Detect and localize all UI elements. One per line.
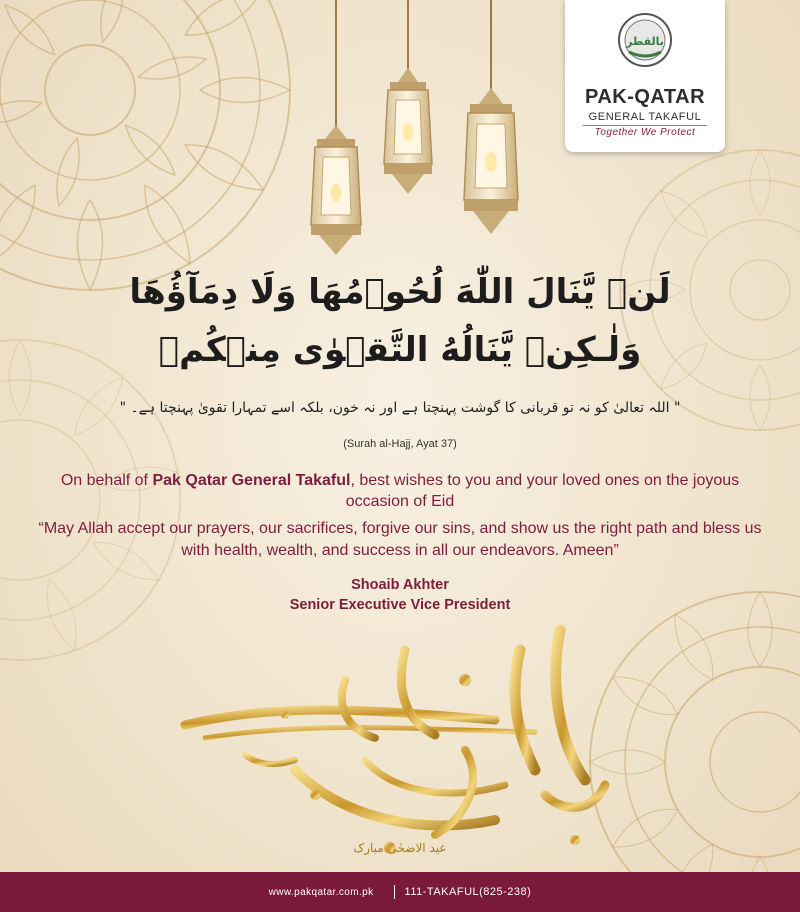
message-suffix: , best wishes to you and your loved ones on the joyous occasion of Eid <box>345 472 740 510</box>
pak-qatar-emblem-icon <box>617 12 673 68</box>
footer-bar <box>0 872 800 912</box>
signer-name: Shoaib Akhter <box>351 577 449 593</box>
eid-ul-adha-calligraphy-icon <box>165 620 635 860</box>
brand-name: PAK-QATAR <box>584 86 706 108</box>
logo-divider <box>583 125 707 126</box>
message-company: Pak Qatar General Takaful <box>152 472 351 489</box>
lantern-chain <box>407 0 409 72</box>
verse-reference: (Surah al-Hajj, Ayat 37) <box>343 438 457 450</box>
mandala-ornament-icon <box>0 0 300 300</box>
lantern-icon <box>458 88 524 238</box>
brand-subtitle: GENERAL TAKAFUL <box>588 111 702 123</box>
brand-logo[interactable] <box>565 0 725 152</box>
greeting-message <box>40 470 760 512</box>
brand-tagline: Together We Protect <box>594 127 696 138</box>
footer-divider <box>394 885 395 899</box>
verse-line-2: وَلٰـكِنۡ يَّنَالُهُ التَّقۡوٰى مِنۡكُمۡ <box>158 330 642 370</box>
signer-title: Senior Executive Vice President <box>289 597 511 613</box>
verse-urdu-translation: " اللہ تعالیٰ کو نہ تو قربانی کا گوشت پہنچتا ہے اور نہ خون، بلکہ اسے تمہارا تقویٰ پہنچتا ہے۔ " <box>119 400 681 416</box>
footer-phone-link[interactable]: 111-TAKAFUL(825-238) <box>404 886 532 898</box>
prayer-quote: “May Allah accept our prayers, our sacrifices, forgive our sins, and show us the right path and bless us with health, wealth, and success in all our endeavors. Ameen” <box>38 520 762 559</box>
lantern-chain <box>490 0 492 92</box>
lantern-icon <box>305 125 367 260</box>
signature-block <box>0 575 800 615</box>
lantern-icon <box>380 68 436 198</box>
message-prefix: On behalf of <box>60 472 153 489</box>
footer-website-link[interactable]: www.pakqatar.com.pk <box>268 886 374 898</box>
eid-greeting-text: عید الاضحٰی مبارک <box>353 841 447 855</box>
lantern-chain <box>335 0 337 130</box>
emblem-text: بالقطر <box>626 35 664 48</box>
verse-line-1: لَنۡ يَّنَالَ اللّٰهَ لُحُوۡمُهَا وَلَا دِمَآؤُهَا <box>129 272 671 312</box>
